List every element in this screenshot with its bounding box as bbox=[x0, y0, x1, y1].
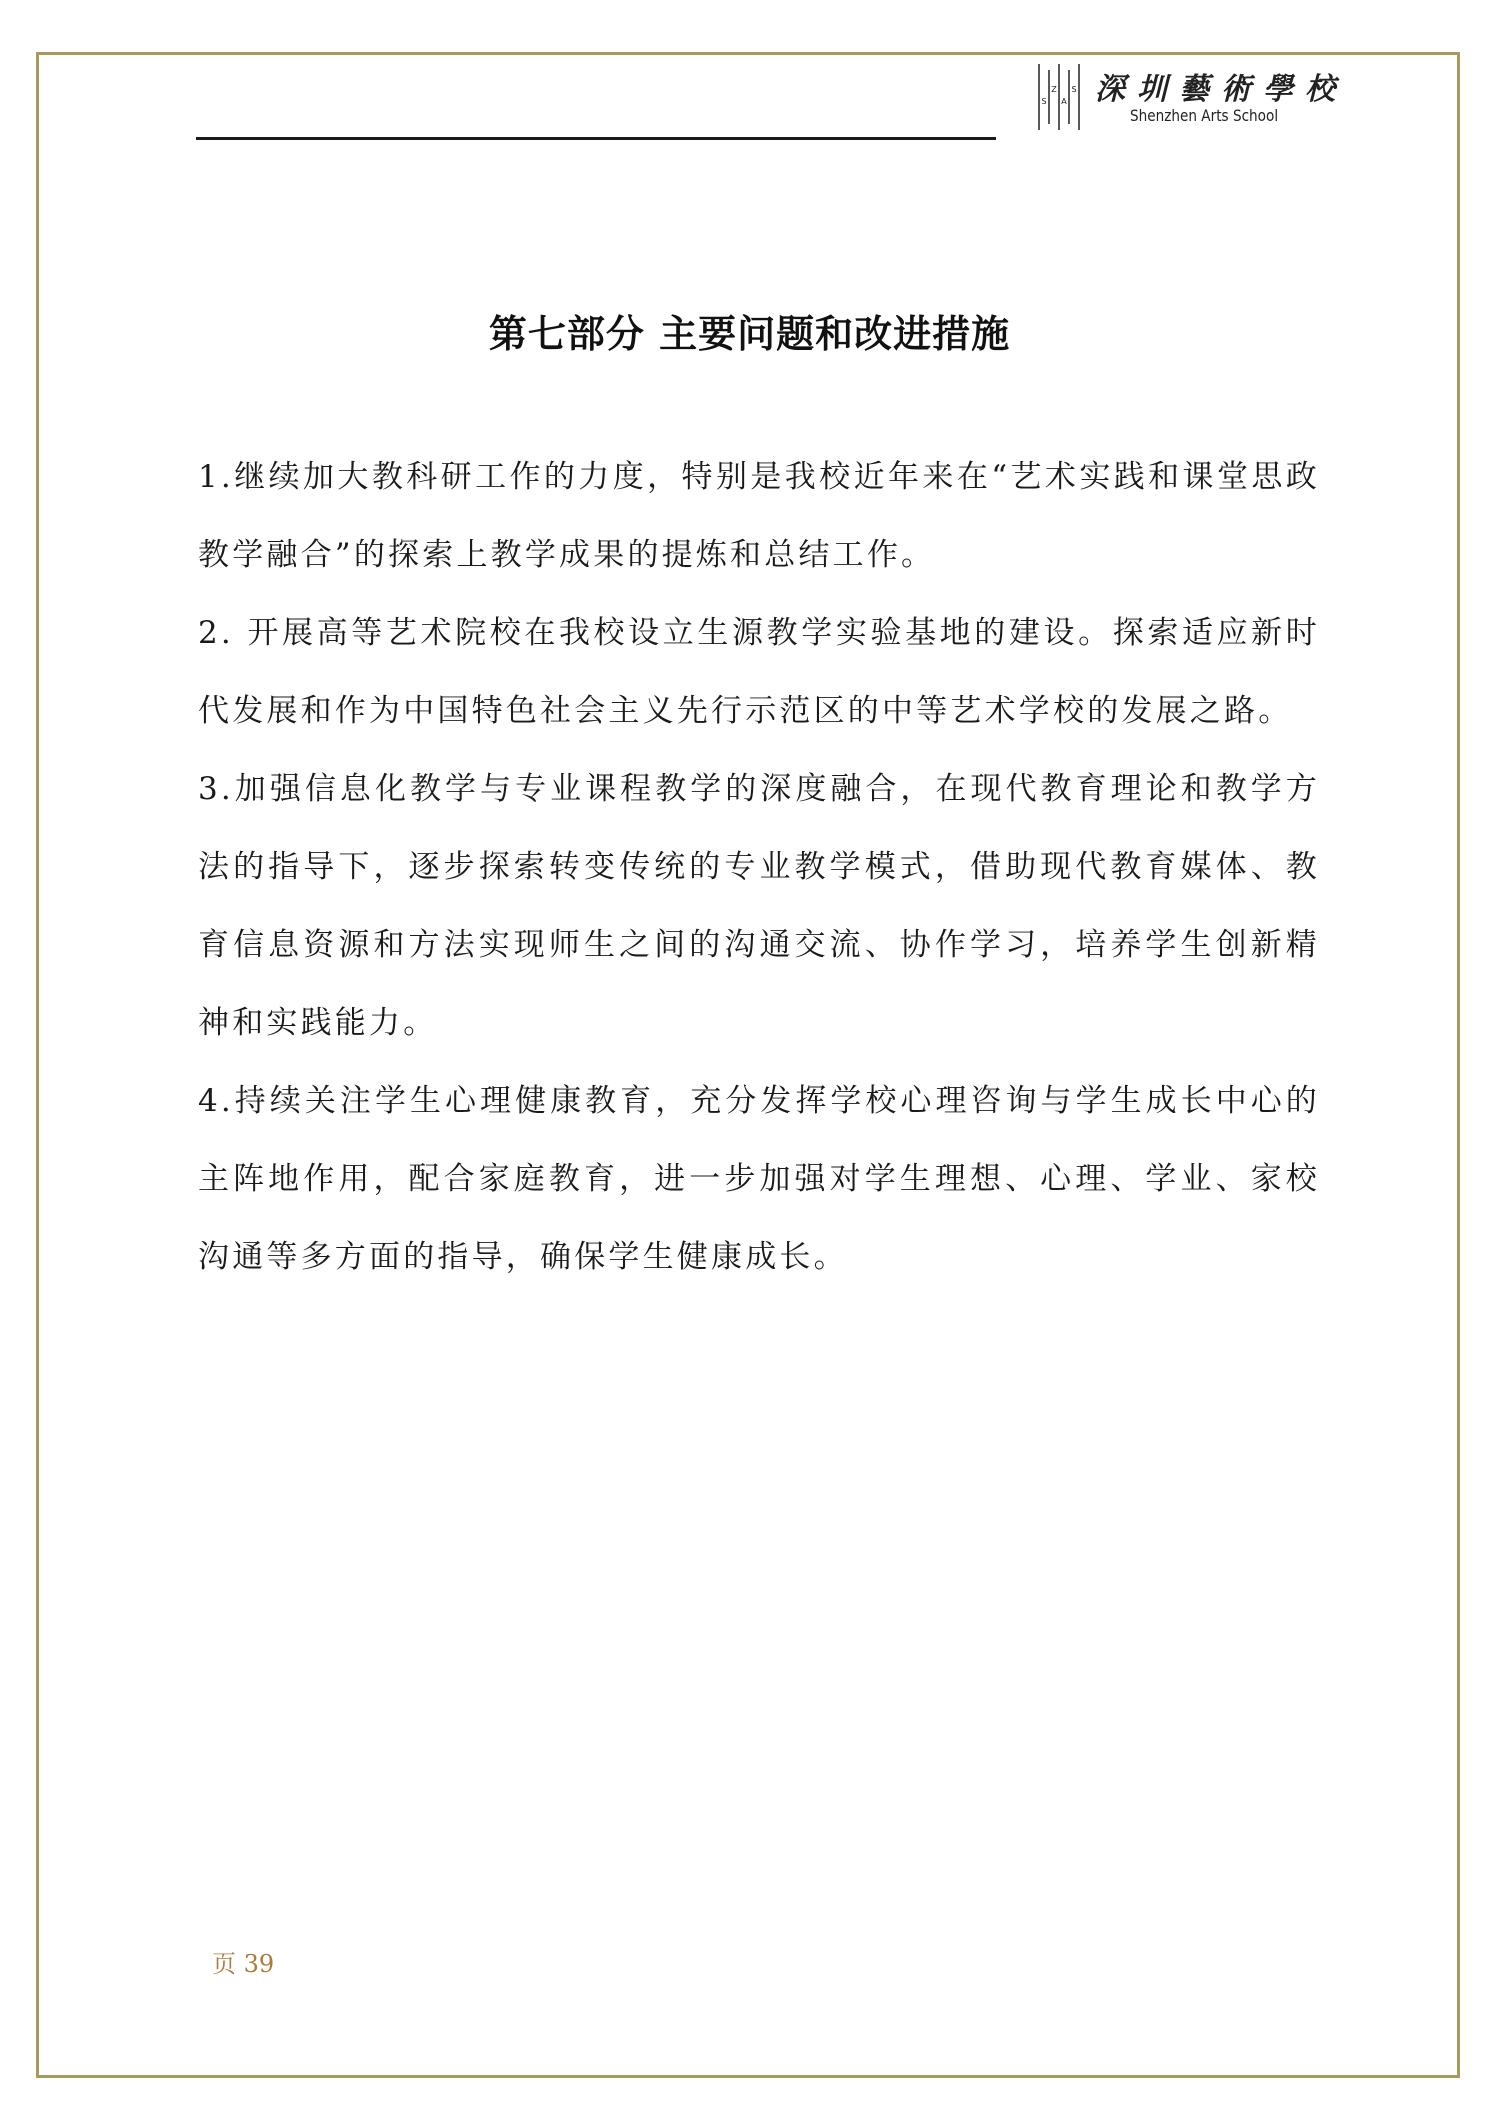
school-name-chinese: 深圳藝術學校 bbox=[1095, 72, 1347, 107]
svg-text:S: S bbox=[1041, 97, 1047, 106]
school-logo-mark bbox=[1035, 62, 1083, 132]
school-logo bbox=[1035, 58, 1347, 138]
paragraph-1: 1.继续加大教科研工作的力度，特别是我校近年来在“艺术实践和课堂思政教学融合”的探索上教学成果的提炼和总结工作。 bbox=[198, 459, 1320, 573]
body-content bbox=[198, 438, 1320, 1296]
header-rule bbox=[196, 137, 996, 140]
paragraph-4: 4.持续关注学生心理健康教育，充分发挥学校心理咨询与学生成长中心的主阵地作用，配合家庭教育，进一步加强对学生理想、心理、学业、家校沟通等多方面的指导，确保学生健康成长。 bbox=[198, 1083, 1320, 1275]
svg-text:S: S bbox=[1071, 85, 1077, 94]
section-title: 第七部分 主要问题和改进措施 bbox=[488, 311, 1011, 357]
svg-text:A: A bbox=[1061, 97, 1067, 106]
school-name-english: Shenzhen Arts School bbox=[1130, 106, 1279, 125]
paragraph-2: 2. 开展高等艺术院校在我校设立生源教学实验基地的建设。探索适应新时代发展和作为中国特色社会主义先行示范区的中等艺术学校的发展之路。 bbox=[198, 615, 1320, 729]
paragraph-3: 3.加强信息化教学与专业课程教学的深度融合，在现代教育理论和教学方法的指导下，逐步探索转变传统的专业教学模式，借助现代教育媒体、教育信息资源和方法实现师生之间的沟通交流、协作学习，培养学生创新精神和实践能力。 bbox=[198, 771, 1320, 1041]
page-number: 页 39 bbox=[212, 1950, 275, 1978]
svg-text:Z: Z bbox=[1051, 85, 1057, 94]
